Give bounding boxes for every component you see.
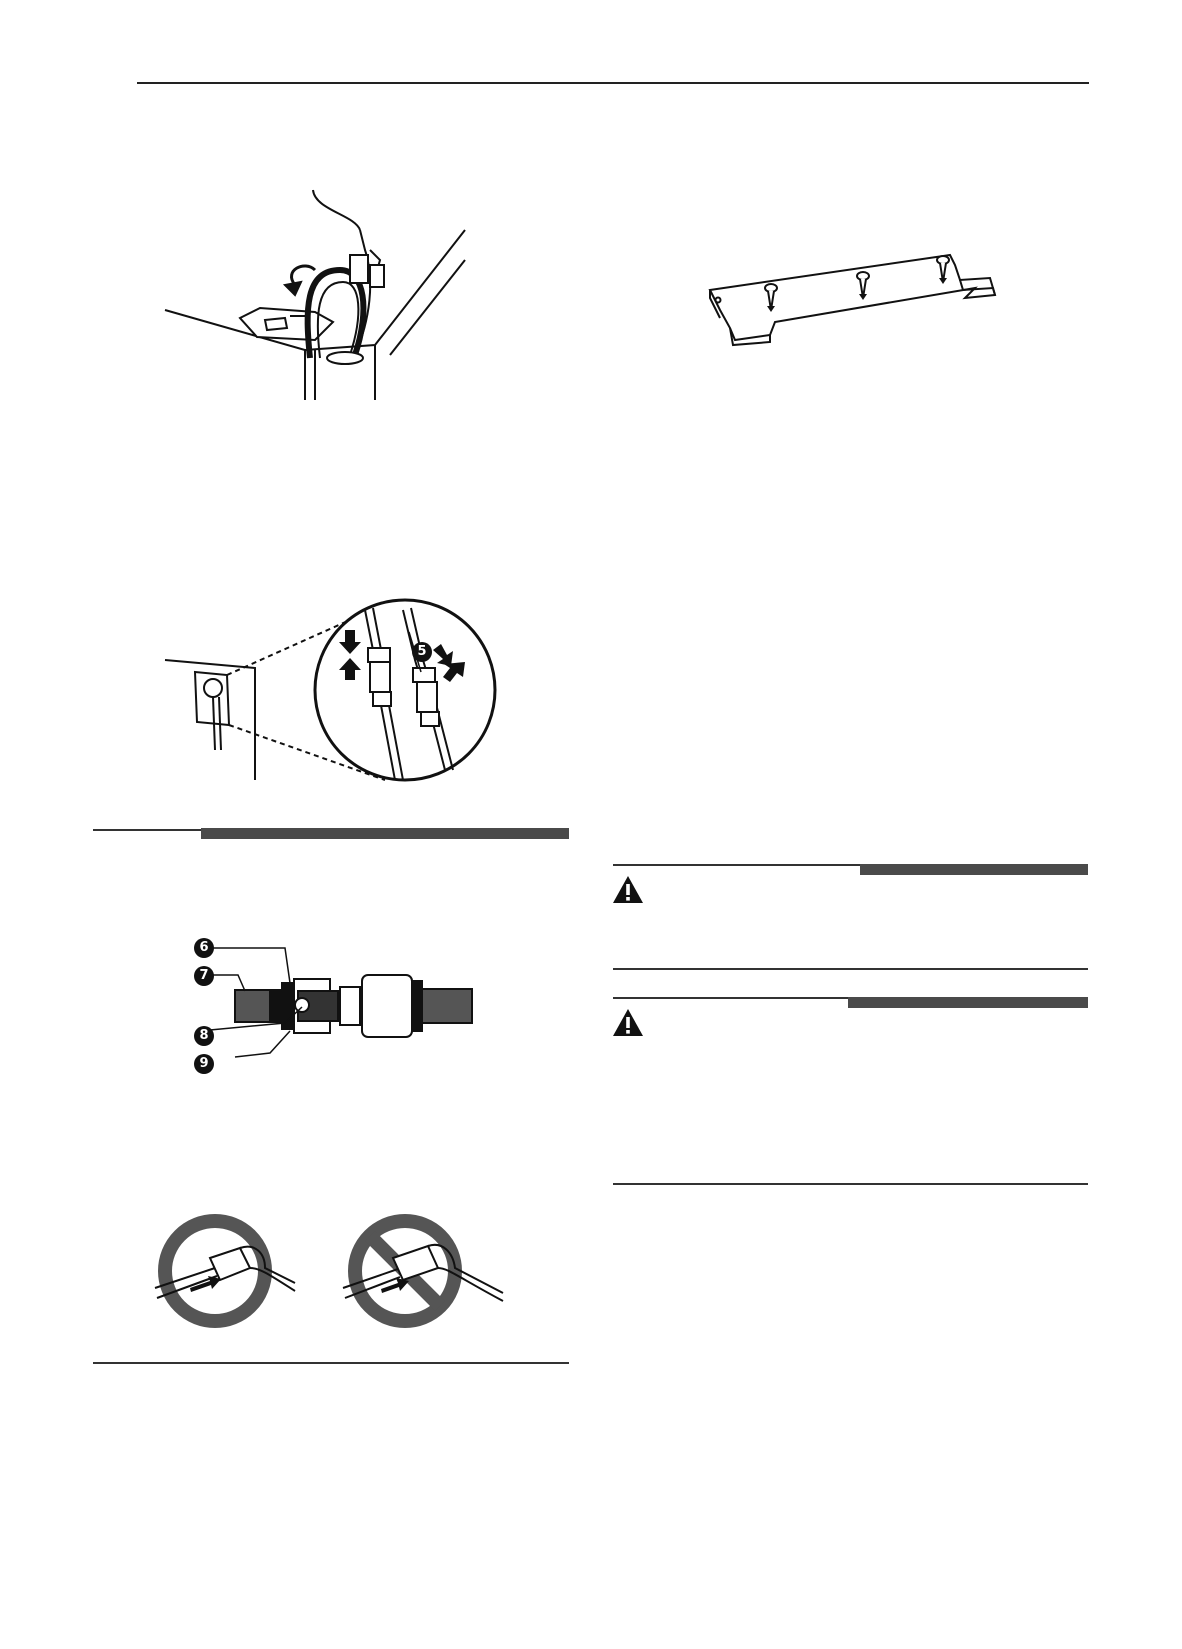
caution-1-end-rule bbox=[613, 968, 1088, 970]
header-rule bbox=[137, 82, 1089, 84]
water-line-connector-detail bbox=[165, 600, 495, 790]
caution-1-rule-thick bbox=[860, 864, 1088, 875]
caution-2-rule-thin bbox=[613, 997, 848, 999]
section-rule-thin bbox=[93, 829, 201, 831]
callout-6: 6 bbox=[194, 938, 214, 958]
incorrect-insertion-icon bbox=[343, 1213, 508, 1333]
callout-9: 9 bbox=[194, 1054, 214, 1074]
wire-harness-illustration bbox=[165, 190, 495, 405]
section-end-rule bbox=[93, 1362, 569, 1364]
callout-7: 7 bbox=[194, 966, 214, 986]
section-rule-thick bbox=[201, 828, 569, 839]
connector-cross-section bbox=[190, 935, 480, 1045]
caution-2-rule-thick bbox=[848, 997, 1088, 1008]
warning-triangle-icon bbox=[612, 875, 644, 905]
caution-1-rule-thin bbox=[613, 864, 860, 866]
bracket-with-screws-illustration bbox=[705, 240, 995, 375]
callout-8: 8 bbox=[194, 1026, 214, 1046]
correct-insertion-icon bbox=[155, 1213, 300, 1333]
warning-triangle-icon bbox=[612, 1008, 644, 1038]
caution-2-end-rule bbox=[613, 1183, 1088, 1185]
callout-5: 5 bbox=[412, 642, 432, 662]
